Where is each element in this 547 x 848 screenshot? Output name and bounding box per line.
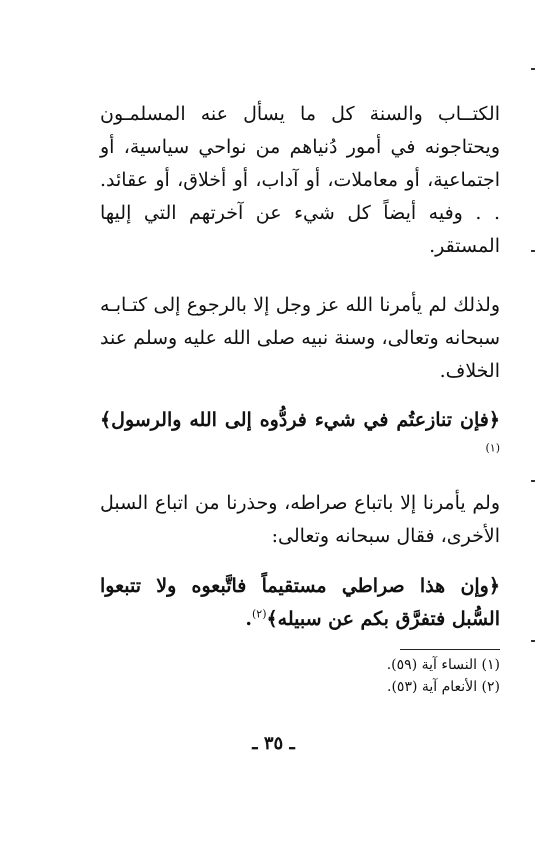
verse-trailing-period: .	[245, 608, 252, 630]
paragraph-1-block	[100, 98, 500, 263]
verse-footnote-ref: (١)	[485, 441, 500, 455]
page-edge-mark	[531, 640, 535, 642]
verse-text: ﴿فإن تنازعتُم في شيء فردُّوه إلى الله والرسول﴾	[100, 409, 500, 431]
quran-verse-2	[100, 570, 500, 636]
verse-text: ﴿وإن هذا صراطي مستقيماً فاتَّبعوه ولا تتبعوا السُّبل فتفرَّق بكم عن سبيله﴾	[100, 575, 500, 630]
page-number: ـ ٣٥ ـ	[252, 733, 295, 754]
footnote: (١) النساء آية (٥٩).	[386, 657, 500, 673]
paragraph: الكتــاب والسنة كل ما يسأل عنه المسلمـون ويحتاجونه في أمور دُنياهم من نواحي سياسية، أو اجتماعية، أو معاملات، أو آداب، أو أخلاق، أو عقائد. . . وفيه أيضاً كل شيء عن آخرتهم التي إليها المستقر.	[100, 103, 500, 257]
paragraph: ولذلك لم يأمرنا الله عز وجل إلا بالرجوع إلى كتـابـه سبحانه وتعالى، وسنة نبيه صلى الله عليه وسلم عند الخلاف.	[100, 294, 500, 382]
footnote: (٢) الأنعام آية (٥٣).	[387, 679, 500, 695]
paragraph-3-block	[100, 487, 500, 553]
verse-footnote-ref: (٢)	[252, 607, 267, 621]
paragraph: ولم يأمرنا إلا باتباع صراطه، وحذرنا من اتباع السبل الأخرى، فقال سبحانه وتعالى:	[100, 492, 500, 547]
footnotes	[200, 654, 500, 698]
quran-verse-1	[100, 404, 500, 470]
page-edge-mark	[531, 250, 535, 252]
footnote-divider	[400, 649, 500, 650]
page-edge-mark	[531, 480, 535, 482]
page-edge-mark	[531, 68, 535, 70]
paragraph-2-block	[100, 289, 500, 388]
